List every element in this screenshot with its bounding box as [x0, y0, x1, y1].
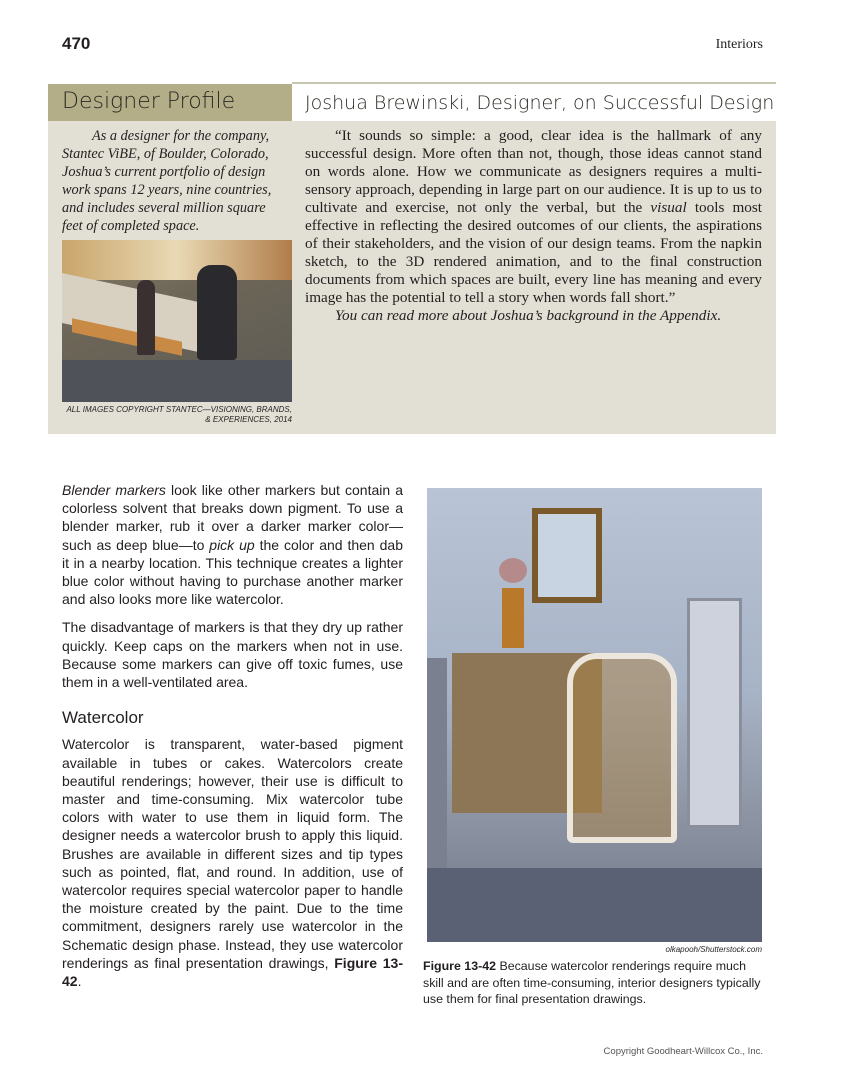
designer-photo [62, 240, 292, 402]
figure-reference: Figure 13-42 [62, 954, 403, 990]
section-heading: Watercolor [62, 708, 144, 728]
quote-text: “It sounds so simple: a good, clear idea is the hallmark of any successful design. More often than not, though, those ideas cannot stand on words alone. How we communicate as designers requires a multi-sensory approach, depending in large part on our audience. It is up to us to cultivate and exercise, not only the verbal, but the [305, 127, 762, 216]
appendix-note: You can read more about Joshua’s background in the Appendix. [335, 307, 722, 324]
footer-copyright: Copyright Goodheart-Willcox Co., Inc. [603, 1046, 763, 1057]
profile-intro: As a designer for the company, Stantec ViBE, of Boulder, Colorado, Joshua’s current portfolio of design work spans 12 years, nine countries, and includes several million square feet of completed space. [62, 128, 272, 234]
figure-label: Figure 13-42 [423, 959, 496, 973]
paragraph-text: the color and then dab it in a nearby location. This technique creates a lighter blue color without having to purchase another marker and also looks more like watercolor. [62, 536, 403, 608]
term: Blender markers [62, 482, 166, 498]
profile-title: Joshua Brewinski, Designer, on Successful Design [305, 92, 775, 114]
page-number: 470 [62, 34, 91, 53]
paragraph-text: look like other markers but contain a colorless solvent that breaks down pigment. To use a blender marker, rub it over a darker marker color—such as deep blue—to [62, 482, 404, 553]
body-text [62, 481, 403, 1000]
term: pick up [209, 536, 255, 553]
paragraph-text: Watercolor is transparent, water-based pigment available in tubes or cakes. Watercolors create beautiful renderings; however, their use is difficult to master and time-consuming. Mix watercolor tube colors with water to use them in liquid form. The designer needs a watercolor brush to apply this liquid. Brushes are available in different sizes and tip types such as pointed, flat, and round. In addition, use of watercolor requires special watercolor paper to handle the moisture created by the paint. Due to the time commitment, designers rarely use watercolor in the Schematic design phase. Instead, they use watercolor renderings as final presentation drawings, [62, 736, 403, 971]
paragraph-text: . [77, 973, 82, 990]
quote-emphasis: visual [650, 199, 687, 216]
profile-label: Designer Profile [48, 84, 292, 121]
chapter-title: Interiors [715, 37, 763, 52]
quote-text: tools most effective in reflecting the desired outcomes of our clients, the aspirations of their stakeholders, and the vision of our design teams. From the napkin sketch, to the 3D rendered animation, and to the final construction documents from which spaces are built, every line has meaning and every image has the potential to tell a story when words fall short.” [305, 199, 762, 306]
image-credit: ALL IMAGES COPYRIGHT STANTEC—VISIONING, BRANDS, & EXPERIENCES, 2014 [66, 405, 292, 424]
figure-credit: olkapooh/Shutterstock.com [665, 945, 762, 954]
paragraph: The disadvantage of markers is that they dry up rather quickly. Keep caps on the markers when not in use. Because some markers can give off toxic fumes, use them in a well-ventilated area. [62, 619, 403, 691]
divider [292, 82, 776, 84]
profile-quote [305, 127, 762, 325]
watercolor-figure [427, 488, 762, 942]
figure-caption [423, 958, 763, 1008]
caption-text: Because watercolor renderings require much skill and are often time-consuming, interior designers typically use them for final presentation drawings. [423, 959, 761, 1006]
